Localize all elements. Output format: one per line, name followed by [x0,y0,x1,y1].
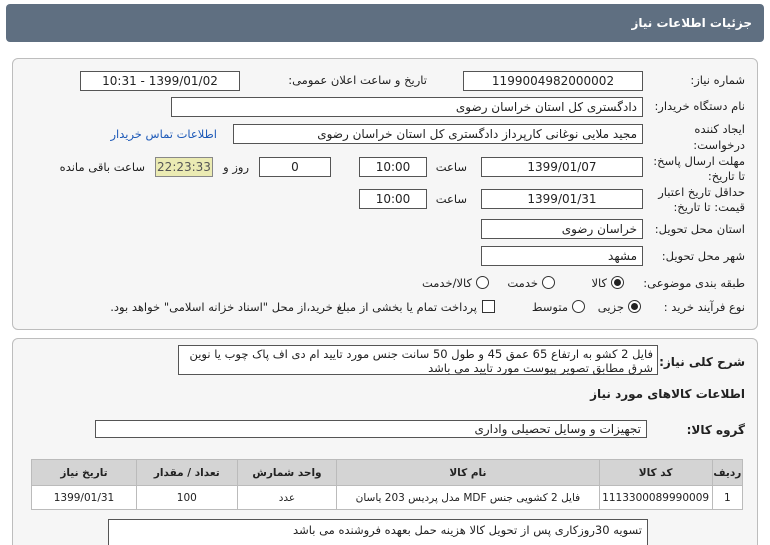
buyer-field: دادگستری کل استان خراسان رضوی [171,97,643,117]
need-number-field: 1199004982000002 [463,71,643,91]
process-medium-radio[interactable] [572,300,585,313]
deadline-label-2: تا تاریخ: [707,169,745,183]
creator-label-1: ایجاد کننده [694,122,745,136]
need-number-label: شماره نیاز: [690,73,745,87]
page-title: جزئیات اطلاعات نیاز [631,16,752,30]
cell-row: 1 [712,486,742,510]
col-name: نام کالا [337,460,599,486]
process-minor-label: جزیی [597,300,624,314]
cell-name: فایل 2 کشویی جنس MDF مدل پردیس 203 یاسان [337,486,599,510]
remaining-time-field: 22:23:33 [155,157,213,177]
col-unit: واحد شمارش [237,460,337,486]
province-field: خراسان رضوی [481,219,643,239]
deadline-label-1: مهلت ارسال پاسخ: [653,154,745,168]
table-row [32,486,743,510]
process-medium-label: متوسط [531,300,568,314]
creator-field: مجید ملایی نوغانی کارپرداز دادگستری کل استان خراسان رضوی [233,124,643,144]
validity-time-label: ساعت [435,192,467,206]
category-goods-service-label: کالا/خدمت [421,276,472,290]
remaining-label: ساعت باقی مانده [59,160,145,174]
category-goods-label: کالا [591,276,607,290]
summary-label: شرح کلی نیاز: [659,355,745,369]
category-service-label: خدمت [507,276,538,290]
col-row: ردیف [712,460,742,486]
buyer-note: تسویه 30روزکاری پس از تحویل کالا هزینه حمل بعهده فروشنده می باشد [108,519,648,545]
goods-info-title: اطلاعات کالاهای مورد نیاز [590,387,745,401]
days-field: 0 [259,157,331,177]
province-label: استان محل تحویل: [654,222,745,236]
announce-field: 1399/01/02 - 10:31 [80,71,240,91]
category-goods-radio[interactable] [611,276,624,289]
buyer-contact-link[interactable]: اطلاعات تماس خریدار [110,127,217,141]
buyer-label: نام دستگاه خریدار: [654,99,745,113]
goods-table-header [32,460,743,486]
deadline-date-field: 1399/01/07 [481,157,643,177]
col-date: تاریخ نیاز [32,460,137,486]
validity-date-field: 1399/01/31 [481,189,643,209]
day-and-label: روز و [223,160,249,174]
announce-label: تاریخ و ساعت اعلان عمومی: [288,73,427,87]
cell-qty: 100 [136,486,237,510]
process-label: نوع فرآیند خرید : [663,300,745,314]
category-label: طبقه بندی موضوعی: [643,276,745,290]
deadline-time-label: ساعت [435,160,467,174]
category-goods-service-radio[interactable] [476,276,489,289]
cell-unit: عدد [237,486,337,510]
category-service-radio[interactable] [542,276,555,289]
goods-group-label: گروه کالا: [686,423,745,437]
city-field: مشهد [481,246,643,266]
treasury-note: پرداخت تمام یا بخشی از مبلغ خرید،از محل "اسناد خزانه اسلامی" خواهد بود. [110,300,477,314]
treasury-checkbox[interactable] [482,300,495,313]
validity-label-2: قیمت: تا تاریخ: [673,200,745,214]
goods-group-field: تجهیزات و وسایل تحصیلی واداری [95,420,647,438]
goods-table [31,459,743,510]
city-label: شهر محل تحویل: [661,249,745,263]
process-minor-radio[interactable] [628,300,641,313]
creator-label-2: درخواست: [693,138,745,152]
need-info-panel [12,58,758,330]
cell-date: 1399/01/31 [32,486,137,510]
col-qty: تعداد / مقدار [136,460,237,486]
need-details-panel [12,338,758,545]
validity-time-field: 10:00 [359,189,427,209]
deadline-time-field: 10:00 [359,157,427,177]
summary-text: فایل 2 کشو به ارتفاع 65 عمق 45 و طول 50 سانت جنس مورد تایید ام دی اف پاک چوب یا نوین شرق مطابق تصویر پیوست مورد تایید می باشد [178,345,658,375]
cell-code: 1113300089990009 [599,486,712,510]
validity-label-1: حداقل تاریخ اعتبار [658,185,745,199]
page-header [6,4,764,42]
col-code: کد کالا [599,460,712,486]
